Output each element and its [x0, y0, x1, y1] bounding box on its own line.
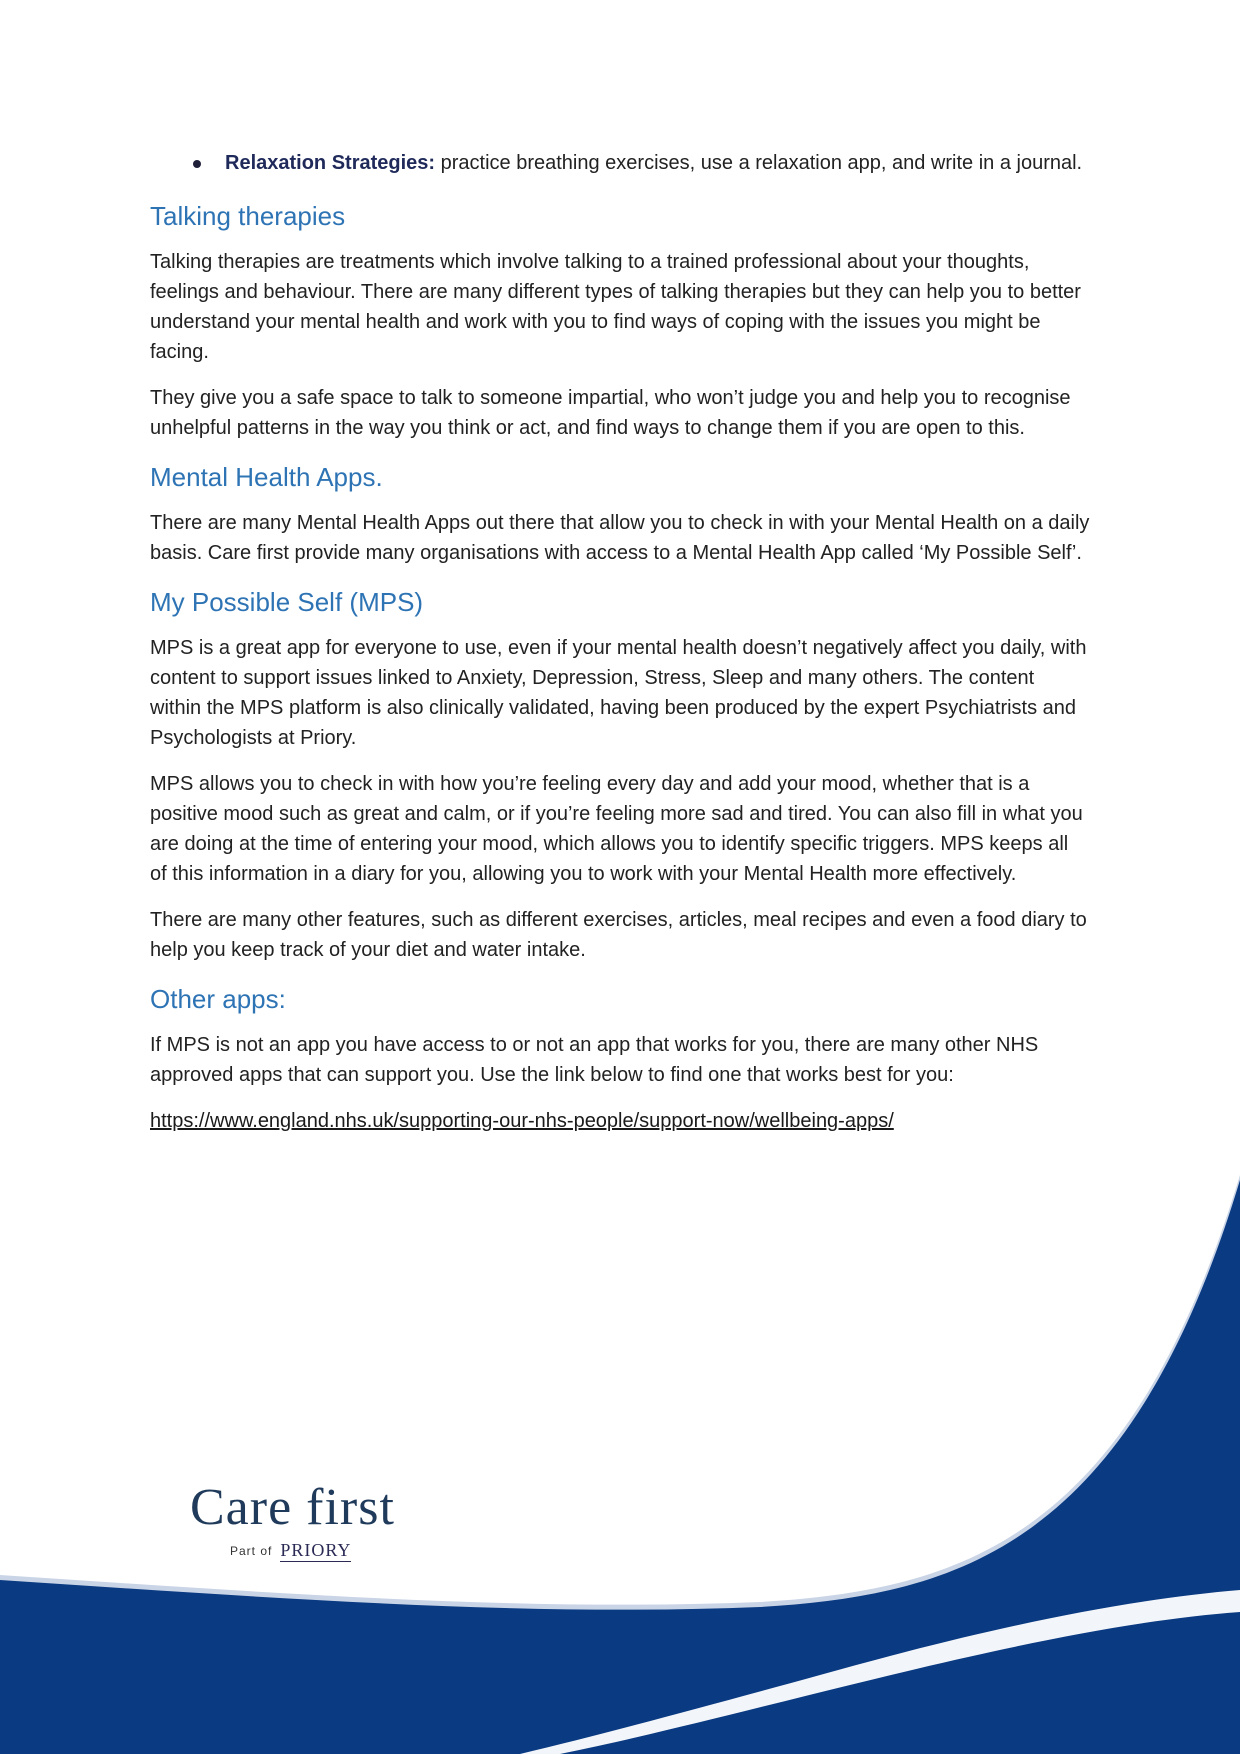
paragraph-talking-2: They give you a safe space to talk to someone impartial, who won’t judge you and help you to recognise unhelpful patterns in the way you think or act, and find ways to change them if you are open to this. [150, 387, 1071, 439]
heading-other-apps: Other apps: [150, 984, 286, 1014]
heading-my-possible-self: My Possible Self (MPS) [150, 587, 424, 617]
paragraph-talking-1: Talking therapies are treatments which involve talking to a trained professional about your thoughts, feelings and behaviour. There are many different types of talking therapies but they can help you to better understand your mental health and work with you to find ways of coping with the issues you might be facing. [150, 251, 1081, 363]
logo-part-of: Part of [230, 1544, 273, 1558]
nhs-wellbeing-apps-link[interactable]: https://www.england.nhs.uk/supporting-our-nhs-people/support-now/wellbeing-apps/ [150, 1110, 894, 1132]
priory-logo: PRIORY [280, 1540, 352, 1560]
wave-main [0, 1180, 1240, 1754]
link-paragraph [150, 1106, 1090, 1136]
paragraph-apps-1: There are many Mental Health Apps out there that allow you to check in with your Mental Health on a daily basis. Care first provide many organisations with access to a Mental Health App called ‘My Possible Self’. [150, 512, 1090, 564]
care-first-logo [190, 1480, 395, 1562]
heading-mental-health-apps: Mental Health Apps. [150, 462, 383, 492]
bullet-list [150, 148, 1090, 178]
document-body [150, 148, 1090, 1152]
bullet-label: Relaxation Strategies: [225, 152, 436, 174]
paragraph-other-1: If MPS is not an app you have access to or not an app that works for you, there are many other NHS approved apps that can support you. Use the link below to find one that works best for you: [150, 1034, 1039, 1086]
logo-wordmark: Care first [190, 1479, 395, 1536]
heading-talking-therapies: Talking therapies [150, 201, 346, 231]
logo-subline [230, 1540, 395, 1562]
paragraph-mps-1: MPS is a great app for everyone to use, even if your mental health doesn’t negatively affect you daily, with content to support issues linked to Anxiety, Depression, Stress, Sleep and many others. The content within the MPS platform is also clinically validated, having been produced by the expert Psychiatrists and Psychologists at Priory. [150, 637, 1087, 749]
bullet-text: practice breathing exercises, use a relaxation app, and write in a journal. [435, 152, 1083, 174]
paragraph-mps-3: There are many other features, such as different exercises, articles, meal recipes and even a food diary to help you keep track of your diet and water intake. [150, 909, 1087, 961]
bullet-relaxation-strategies [150, 148, 1090, 178]
paragraph-mps-2: MPS allows you to check in with how you’re feeling every day and add your mood, whether that is a positive mood such as great and calm, or if you’re feeling more sad and tired. You can also fill in what you are doing at the time of entering your mood, which allows you to identify specific triggers. MPS keeps all of this information in a diary for you, allowing you to work with your Mental Health more effectively. [150, 773, 1083, 885]
